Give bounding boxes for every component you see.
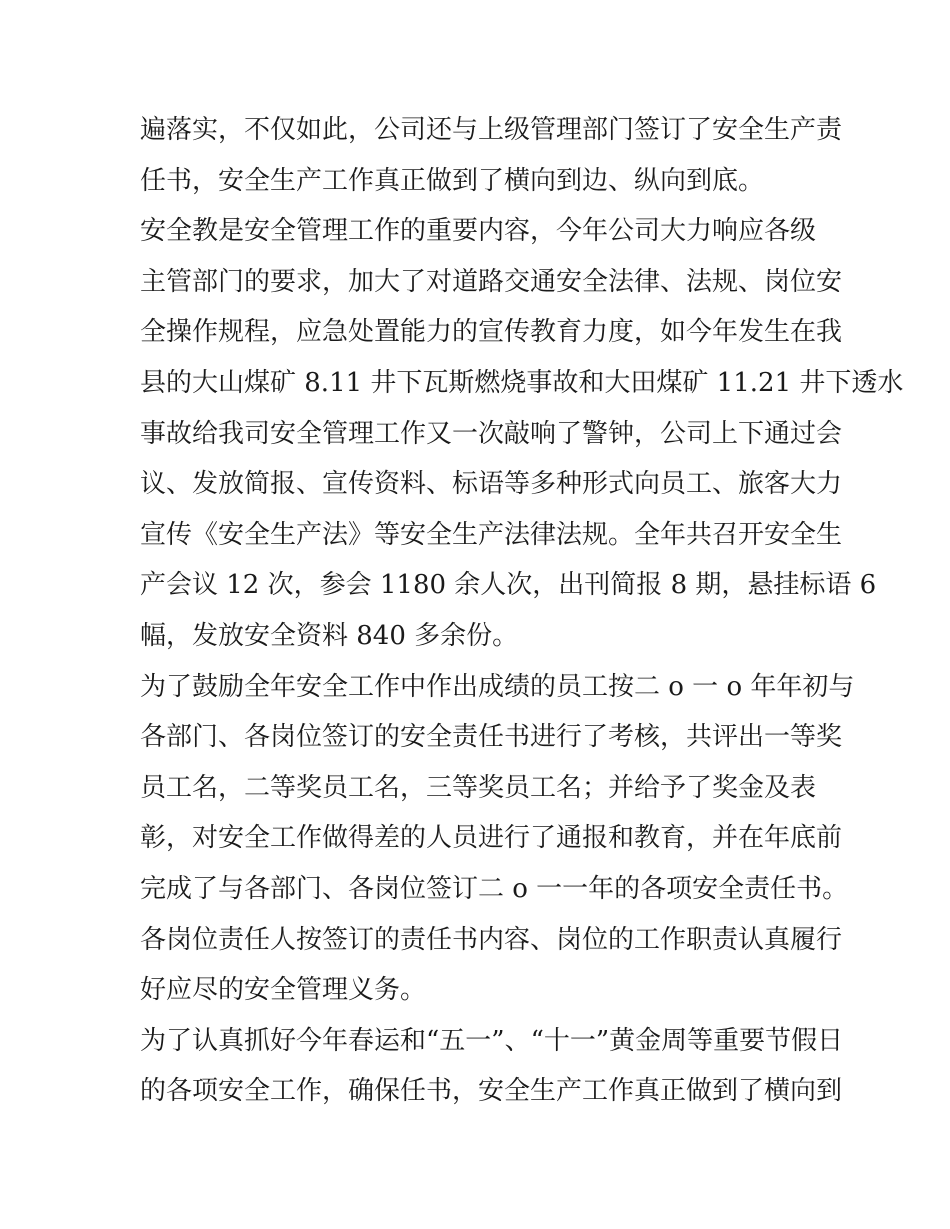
text-line: 议、发放简报、宣传资料、标语等多种形式向员工、旅客大力 [140, 469, 843, 500]
text-line: 主管部门的要求，加大了对道路交通安全法律、法规、岗位安 [140, 266, 843, 297]
text-line: 各岗位责任人按签订的责任书内容、岗位的工作职责认真履行 [140, 924, 843, 955]
text-line: 县的大山煤矿 8.11 井下瓦斯燃烧事故和大田煤矿 11.21 井下透水 [140, 367, 904, 398]
text-line: 遍落实，不仅如此，公司还与上级管理部门签订了安全生产责 [140, 115, 843, 145]
text-line: 好应尽的安全管理义务。 [140, 975, 427, 1006]
text-line: 员工名，二等奖员工名，三等奖员工名；并给予了奖金及表 [140, 772, 817, 803]
text-line: 幅，发放安全资料 840 多余份。 [140, 620, 519, 651]
text-line: 产会议 12 次，参会 1180 余人次，出刊简报 8 期，悬挂标语 6 [140, 570, 877, 601]
text-line: 安全教是安全管理工作的重要内容，今年公司大力响应各级 [140, 216, 817, 247]
text-line: 任书，安全生产工作真正做到了横向到边、纵向到底。 [140, 165, 765, 196]
body-text [140, 105, 904, 1117]
text-line: 的各项安全工作，确保任书，安全生产工作真正做到了横向到 [140, 1076, 843, 1107]
text-line: 各部门、各岗位签订的安全责任书进行了考核，共评出一等奖 [140, 722, 843, 753]
text-line: 为了鼓励全年安全工作中作出成绩的员工按二 o 一 o 年年初与 [140, 671, 855, 702]
text-line: 宣传《安全生产法》等安全生产法律法规。全年共召开安全生 [140, 519, 843, 550]
text-line: 完成了与各部门、各岗位签订二 o 一一年的各项安全责任书。 [140, 873, 849, 904]
text-line: 彰，对安全工作做得差的人员进行了通报和教育，并在年底前 [140, 823, 843, 854]
text-line: 事故给我司安全管理工作又一次敲响了警钟，公司上下通过会 [140, 418, 843, 449]
text-line: 全操作规程，应急处置能力的宣传教育力度，如今年发生在我 [140, 317, 843, 348]
text-line: 为了认真抓好今年春运和“五一”、“十一”黄金周等重要节假日 [140, 1025, 844, 1056]
